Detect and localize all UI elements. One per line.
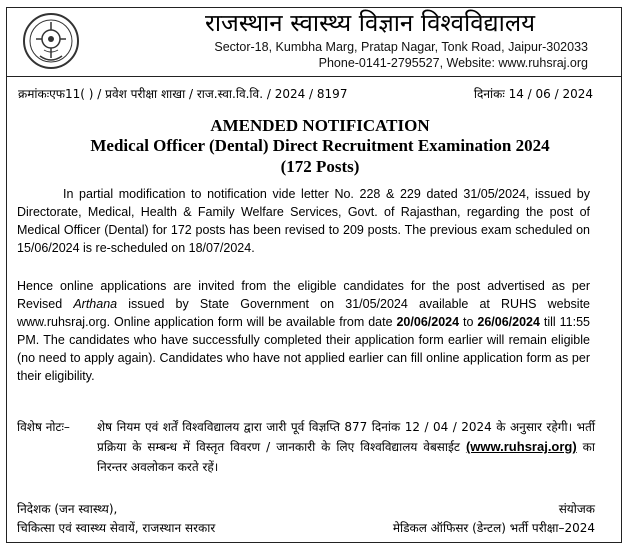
address-line: Sector-18, Kumbha Marg, Pratap Nagar, Tonk Road, Jaipur-302033 xyxy=(214,40,588,54)
notice-posts: (172 Posts) xyxy=(280,157,360,176)
reference-line xyxy=(18,85,593,102)
paragraph-text: Hence online applications are invited from the eligible candidates for the post advertised as per Revised xyxy=(17,279,590,311)
notice-subtitle: Medical Officer (Dental) Direct Recruitment Examination 2024 xyxy=(90,136,550,155)
special-note-body xyxy=(97,417,595,477)
paragraph-modification: In partial modification to notification vide letter No. 228 & 229 dated 31/05/2024, issued by Directorate, Medical, Health & Family Welfare Services, Govt. of Rajasthan, regarding the post of Medical Officer (Dental) for 172 posts has been revised to 209 posts. The previous exam scheduled on 15/06/2024 is re-scheduled on 18/07/2024. xyxy=(17,187,590,255)
paragraph-text: issued by State Government on 31/05/2024 available at RUHS website www.ruhsraj.org. Online application form will be available from date xyxy=(17,297,590,329)
contact-line: Phone-0141-2795527, Website: www.ruhsraj.org xyxy=(318,56,588,70)
reference-date: दिनांकः 14 / 06 / 2024 xyxy=(473,87,593,101)
signatory-right-department: मेडिकल ऑफिसर (डेन्टल) भर्ती परीक्षा–2024 xyxy=(392,521,595,535)
reference-number: क्रमांकःएफ11( ) / प्रवेश परीक्षा शाखा / राज.स्वा.वि.वि. / 2024 / 8197 xyxy=(18,87,348,101)
paragraph-text: till 11:55 PM. The candidates who have successfully completed their application form earlier will remain eligible (no need to apply again). Candidates who have not applied earlier can fill online application form as per their eligibility. xyxy=(17,315,590,383)
signatory-left-title: निदेशक (जन स्वास्थ्य), xyxy=(17,502,118,516)
paragraph-text: to xyxy=(459,315,478,329)
signatory-right-title: संयोजक xyxy=(558,502,595,516)
header-divider xyxy=(6,76,622,77)
website-link[interactable]: (www.ruhsraj.org) xyxy=(465,439,577,454)
special-note-text: शेष नियम एवं शर्तें विश्वविद्यालय द्वारा जारी पूर्व विज्ञप्ति 877 दिनांक 12 / 04 / 2024 के अनुसार रहेगी। भर्ती प्रक्रिया के सम्बन्ध में विस्तृत विवरण / जानकारी के लिए विश्वविद्यालय वेबसाईट xyxy=(97,420,595,454)
start-date: 20/06/2024 xyxy=(396,315,460,329)
special-note-label: विशेष नोटः– xyxy=(17,420,70,434)
arthana-term: Arthana xyxy=(73,297,118,311)
special-note-text: का निरन्तर अवलोकन करते रहें। xyxy=(97,440,595,474)
notice-title: AMENDED NOTIFICATION xyxy=(210,116,430,135)
paragraph-application xyxy=(17,277,590,385)
end-date: 26/06/2024 xyxy=(477,315,540,329)
signatory-left-department: चिकित्सा एवं स्वास्थ्य सेवायें, राजस्थान सरकार xyxy=(17,521,216,535)
special-note xyxy=(17,417,595,477)
university-logo-icon xyxy=(22,12,80,70)
university-name: राजस्थान स्वास्थ्य विज्ञान विश्वविद्यालय xyxy=(205,9,536,37)
